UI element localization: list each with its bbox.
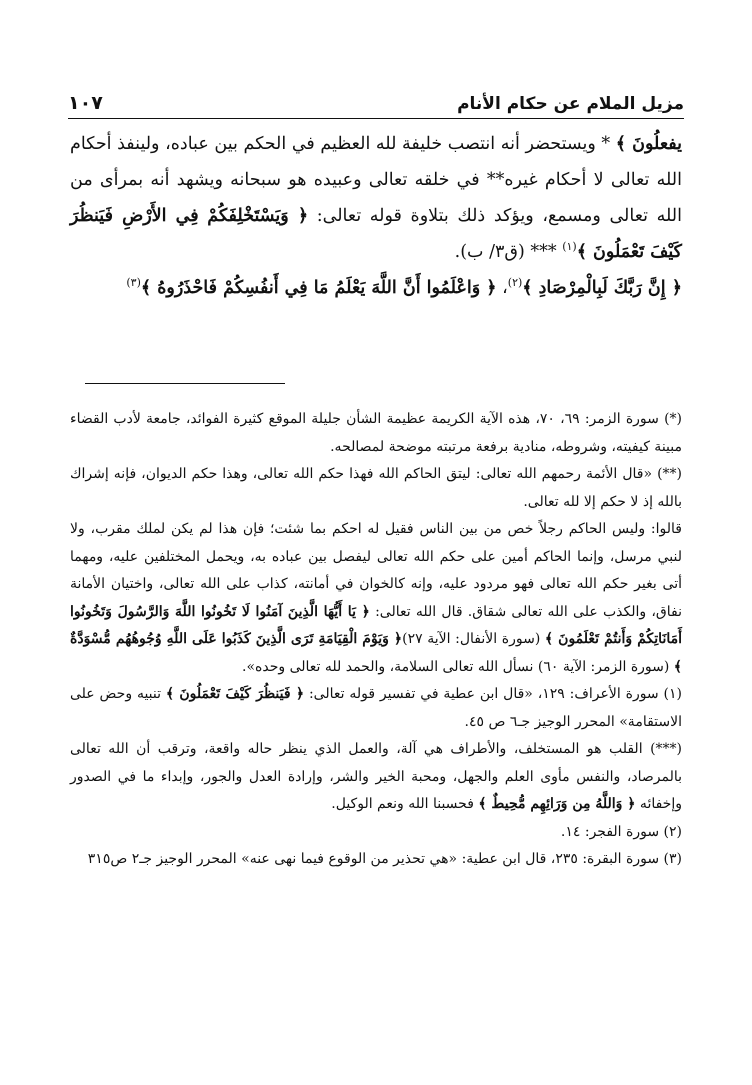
footnote-star-2-continued (70, 516, 682, 681)
main-paragraph-1 (70, 126, 682, 270)
main-paragraph-2 (70, 270, 682, 306)
quran-verse: ﴿ يَا أَيُّهَا الَّذِينَ آمَنُوا لَا تَخُونُوا اللَّهَ وَالرَّسُولَ وَتَخُونُوا أَمَانَاتِكُمْ وَأَنتُمْ تَعْلَمُونَ ﴾ (70, 603, 682, 647)
footnote-ref-1: (١) (562, 240, 577, 254)
footnote-text: (سورة الزمر: الآية ٦٠) نسأل الله تعالى السلامة، والحمد لله تعالى وحده». (242, 658, 674, 675)
quran-verse-1-cont: فِي الأَرْضِ فَيَنظُرَ كَيْفَ تَعْمَلُونَ ﴾ (70, 206, 682, 262)
quran-verse-3: ﴿ وَاعْلَمُوا أَنَّ اللَّهَ يَعْلَمُ مَا فِي أَنفُسِكُمْ فَاحْذَرُوهُ ﴾ (140, 278, 497, 298)
quran-verse: ﴿ وَيَوْمَ الْقِيَامَةِ تَرَى الَّذِينَ كَذَبُوا عَلَى اللَّهِ وُجُوهُهُم مُّسْوَدَّةٌ ﴾ (70, 631, 682, 675)
footnote-text: «قال الأئمة رحمهم الله تعالى: ليتق الحاكم الله فهذا حكم الله تعالى، وهذا حكم الديوان، فإنه إشراك بالله إذ لا حكم إلا لله تعالى. (70, 466, 682, 510)
quran-verse-2: ﴿ إِنَّ رَبَّكَ لَبِالْمِرْصَادِ ﴾ (522, 278, 682, 298)
footnote-ref-3: (٣) (126, 276, 141, 290)
running-title: مزيل الملام عن حكام الأنام (457, 94, 684, 114)
main-text-2: أحكام الله تعالى لا أحكام غيره** في خلقه تعالى وعبيده هو سبحانه ويشهد أنه (70, 134, 682, 190)
main-text (70, 126, 682, 306)
quran-verse-end: يفعلُونَ ﴾ (615, 134, 682, 154)
footnote-mark: (***) (650, 741, 682, 757)
footnotes (70, 406, 682, 874)
footnote-star-3 (70, 736, 682, 819)
main-text-3: بمرأى من الله تعالى ومسمع، ويؤكد ذلك بتلاوة قوله تعالى: (70, 170, 682, 226)
footnote-2 (70, 819, 682, 847)
footnote-text: (سورة الأنفال: الآية ٢٧) (402, 631, 545, 647)
footnote-text: القلب هو المستخلف، والأطراف هي آلة، والعمل الذي ينظر حاله واقعة، وترقب أن الله تعالى بالمرصاد، والنفس مأوى العلم والجهل، ومحبة الخير والشر، وإرادة العدل والجور، وإبداء ما في الصدور وإخفائه (70, 741, 683, 812)
footnote-mark: (*) (664, 411, 683, 427)
footnote-text: فحسبنا الله ونعم الوكيل. (331, 796, 479, 812)
footnote-star-1 (70, 406, 682, 461)
footnote-ref-2: (٢) (507, 276, 523, 290)
footnote-3 (70, 846, 682, 874)
verse-separator: ، (496, 278, 508, 298)
main-text-4: *** (ق٣/ ب). (454, 242, 563, 262)
footnote-mark: (**) (657, 466, 683, 482)
main-text-1: * ويستحضر أنه انتصب خليفة لله العظيم في الحكم بين عباده، ولينفذ (117, 134, 616, 154)
footnote-mark: (١) (663, 686, 682, 702)
quran-verse-1: ﴿ وَيَسْتَخْلِفَكُمْ (207, 206, 309, 226)
footnote-text: سورة البقرة: ٢٣٥، قال ابن عطية: «هي تحذير من الوقوع فيما نهى عنه» المحرر الوجيز جـ٢ ص٣١٥ (87, 851, 664, 867)
page-header (68, 84, 684, 118)
footnote-separator (85, 383, 285, 384)
footnote-mark: (٣) (663, 851, 682, 867)
footnote-text: سورة الأعراف: ١٢٩، «قال ابن عطية في تفسير قوله تعالى: (304, 686, 664, 702)
footnote-text: قالوا: وليس الحاكم رجلاً خص من بين الناس فقيل له احكم بما شئت؛ فإن هذا لم يكن لملك مقرب، ولا لنبي مرسل، وإنما الحاكم أمين على حكم الله تعالى ليفصل بين عباده به، ويحمل المختلفين عليه، ومهما أتى بغير حكم الله تعالى فهو مردود عليه، وإنه كالخوان في أمانته، كذاب على الله تعالى، واختيان الأمانة نفاق، والكذب على الله تعالى شقاق. قال الله تعالى: (70, 521, 683, 620)
footnote-1 (70, 681, 682, 736)
footnote-mark: (٢) (663, 823, 682, 840)
footnote-text: تنبيه وحض على الاستقامة» المحرر الوجيز جـ٦ ص ٤٥. (70, 686, 682, 730)
page-number: ١٠٧ (68, 92, 103, 114)
footnote-text: سورة الزمر: ٦٩، ٧٠، هذه الآية الكريمة عظيمة الشأن جليلة الموقع كثيرة الفوائد، جامعة لأدب القضاء مبينة كيفيته، وشروطه، منادية برفعة مرتبته موضحة لمصالحه. (70, 411, 682, 455)
footnote-star-2 (70, 461, 682, 516)
quran-verse: ﴿ فَيَنظُرَ كَيْفَ تَعْمَلُونَ ﴾ (165, 686, 305, 702)
header-rule (68, 118, 684, 119)
quran-verse: ﴿ وَاللَّهُ مِن وَرَائِهِم مُّحِيطٌ ﴾ (478, 796, 636, 812)
footnote-text: سورة الفجر: ١٤. (560, 823, 664, 840)
